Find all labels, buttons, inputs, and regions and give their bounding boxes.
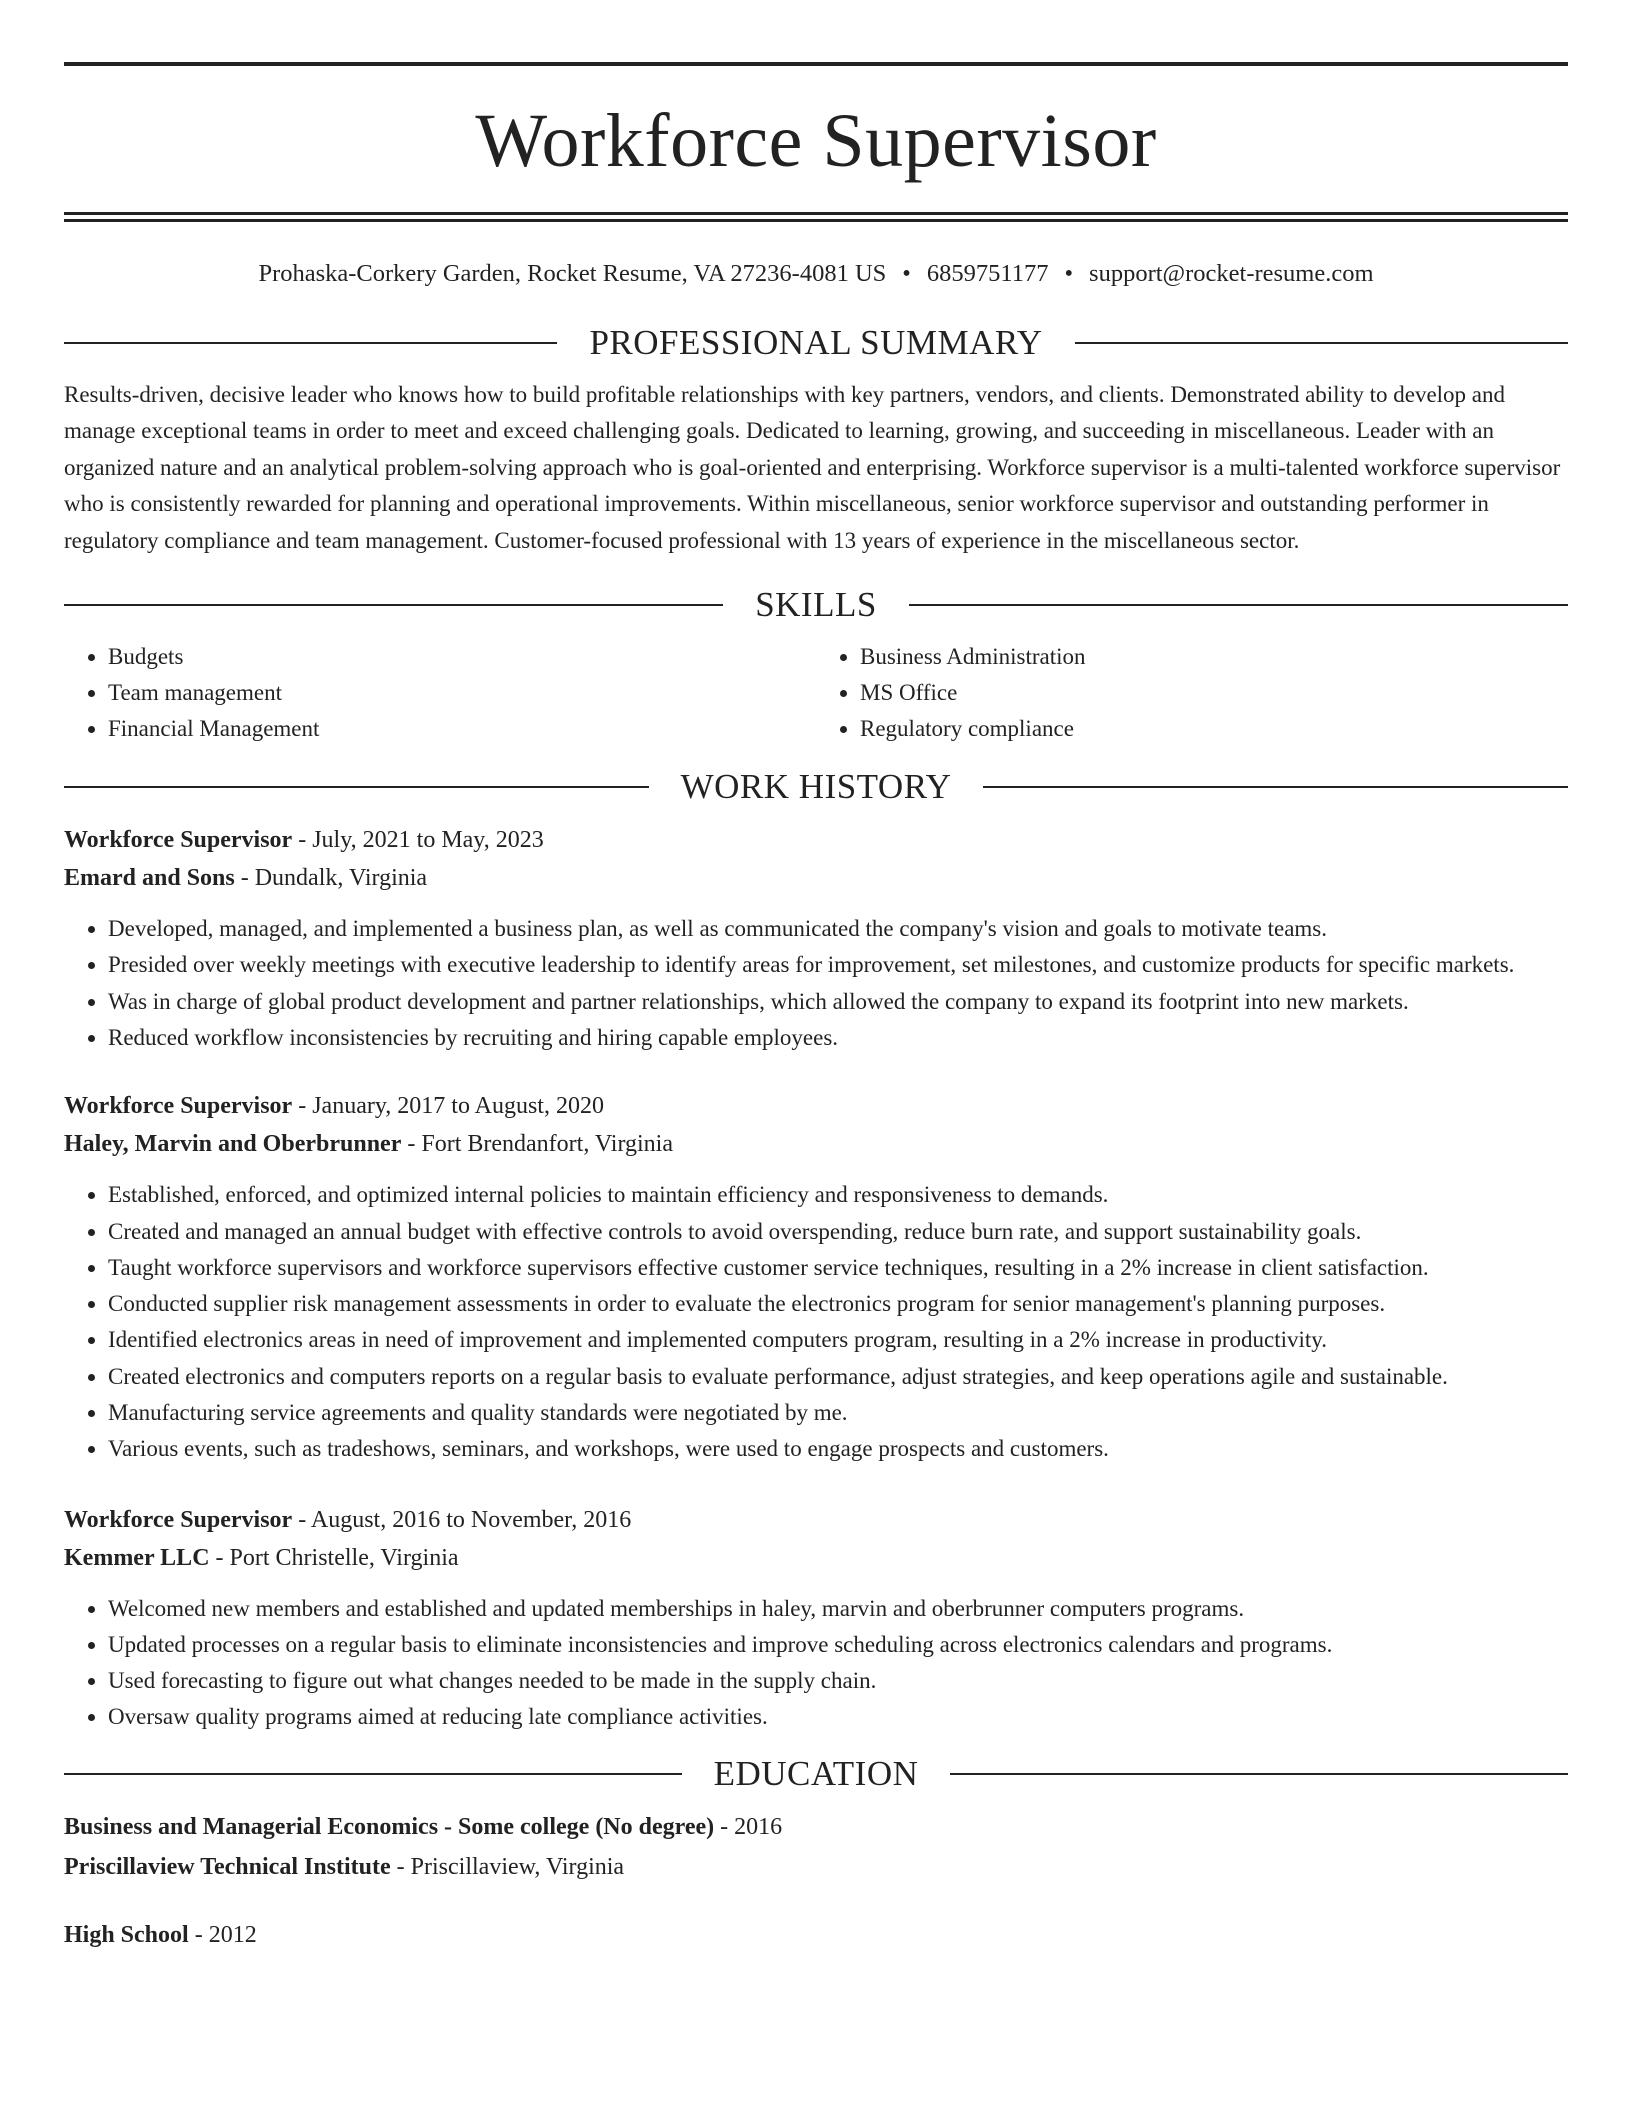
job-bullet: • Was in charge of global product development and partner relationships, which allowed the company to expand its footprint into new markets. <box>108 984 1568 1020</box>
contact-separator: • <box>902 260 911 287</box>
job-entry <box>64 821 1568 1056</box>
education-degree: Business and Managerial Economics - Some college (No degree) <box>64 1813 715 1840</box>
job-bullet: • Manufacturing service agreements and quality standards were negotiated by me. <box>108 1395 1568 1431</box>
heading-rule-right <box>950 1773 1568 1775</box>
job-title-line <box>64 821 1568 859</box>
education-entry <box>64 1916 1568 1954</box>
job-entry <box>64 1501 1568 1736</box>
work-heading <box>64 765 1568 809</box>
job-bullet: • Reduced workflow inconsistencies by recruiting and hiring capable employees. <box>108 1020 1568 1056</box>
job-bullet: • Presided over weekly meetings with executive leadership to identify areas for improvement, set milestones, and customize products for specific markets. <box>108 947 1568 983</box>
education-year: - 2016 <box>714 1813 783 1840</box>
heading-rule-right <box>983 786 1568 788</box>
job-bullets <box>64 1591 1568 1736</box>
education-school: Priscillaview Technical Institute <box>64 1853 391 1880</box>
contact-phone: 6859751177 <box>926 260 1049 287</box>
education-heading <box>64 1752 1568 1796</box>
heading-rule-left <box>64 342 557 344</box>
job-bullet: • Identified electronics areas in need of improvement and implemented computers program, resulting in a 2% increase in productivity. <box>108 1322 1568 1358</box>
job-bullets <box>64 911 1568 1056</box>
heading-rule-left <box>64 786 649 788</box>
job-location: - Port Christelle, Virginia <box>209 1544 459 1571</box>
education-entry <box>64 1808 1568 1886</box>
education-heading-title: EDUCATION <box>713 1753 919 1793</box>
summary-text: Results-driven, decisive leader who knows how to build profitable relationships with key partners, vendors, and clients. Demonstrated ability to develop and manage exceptional teams in order to meet and exceed challenging goals. Dedicated to learning, growing, and succeeding in miscellaneous. Leader with an organized nature and an analytical problem-solving approach who is goal-oriented and enterprising. Workforce supervisor is a multi-talented workforce supervisor who is consistently rewarded for planning and operational improvements. Within miscellaneous, senior workforce supervisor and outstanding performer in regulatory compliance and team management. Customer-focused professional with 13 years of experience in the miscellaneous sector. <box>64 382 1561 553</box>
contact-address: Prohaska-Corkery Garden, Rocket Resume, VA 27236-4081 US <box>258 260 887 287</box>
job-entry <box>64 1087 1568 1467</box>
skills-column-left <box>64 639 816 747</box>
job-title: Workforce Supervisor <box>64 1093 293 1120</box>
job-bullet: • Updated processes on a regular basis to eliminate inconsistencies and improve scheduling across electronics calendars and programs. <box>108 1627 1568 1663</box>
job-bullet: • Created electronics and computers reports on a regular basis to evaluate performance, adjust strategies, and keep operations agile and sustainable. <box>108 1359 1568 1395</box>
job-company: Haley, Marvin and Oberbrunner <box>64 1131 402 1158</box>
job-location: - Dundalk, Virginia <box>234 865 428 892</box>
education-school-line <box>64 1848 1568 1886</box>
contact-line <box>64 259 1568 289</box>
job-bullet: • Taught workforce supervisors and workforce supervisors effective customer service techniques, resulting in a 2% increase in client satisfaction. <box>108 1250 1568 1286</box>
heading-rule-right <box>909 604 1568 606</box>
heading-rule-left <box>64 604 723 606</box>
work-heading-title: WORK HISTORY <box>680 767 952 807</box>
job-bullet: • Developed, managed, and implemented a business plan, as well as communicated the company's vision and goals to motivate teams. <box>108 911 1568 947</box>
contact-email: support@rocket-resume.com <box>1089 260 1374 287</box>
summary-heading-title: PROFESSIONAL SUMMARY <box>589 323 1043 362</box>
job-bullet: • Created and managed an annual budget with effective controls to avoid overspending, reduce burn rate, and support sustainability goals. <box>108 1214 1568 1250</box>
candidate-name: Workforce Supervisor <box>475 99 1157 183</box>
skills-heading-title: SKILLS <box>755 585 877 625</box>
job-company-line <box>64 1125 1568 1163</box>
name-double-rule <box>64 212 1568 222</box>
top-rule <box>64 62 1568 66</box>
job-dates: - July, 2021 to May, 2023 <box>292 827 544 854</box>
education-degree-line <box>64 1808 1568 1846</box>
skill-item: • Team management <box>108 675 816 711</box>
job-title-line <box>64 1087 1568 1125</box>
job-bullet: • Established, enforced, and optimized internal policies to maintain efficiency and responsiveness to demands. <box>108 1177 1568 1213</box>
job-title-line <box>64 1501 1568 1539</box>
heading-rule-right <box>1075 342 1568 344</box>
job-dates: - January, 2017 to August, 2020 <box>292 1093 604 1120</box>
contact-separator: • <box>1064 260 1074 287</box>
skill-item: • Business Administration <box>860 639 1568 675</box>
job-company-line <box>64 1539 1568 1577</box>
skill-item: • Regulatory compliance <box>860 711 1568 747</box>
job-bullet: • Conducted supplier risk management assessments in order to evaluate the electronics program for senior management's planning purposes. <box>108 1286 1568 1322</box>
job-bullets <box>64 1177 1568 1467</box>
education-degree: High School <box>64 1921 189 1948</box>
skill-item: • Budgets <box>108 639 816 675</box>
heading-rule-left <box>64 1773 682 1775</box>
education-degree-line <box>64 1916 1568 1954</box>
job-title: Workforce Supervisor <box>64 827 293 854</box>
job-title: Workforce Supervisor <box>64 1506 293 1533</box>
job-company: Kemmer LLC <box>64 1544 210 1571</box>
education-year: - 2012 <box>188 1921 257 1948</box>
job-location: - Fort Brendanfort, Virginia <box>401 1131 673 1158</box>
job-dates: - August, 2016 to November, 2016 <box>292 1506 632 1533</box>
job-bullet: • Various events, such as tradeshows, seminars, and workshops, were used to engage prospects and customers. <box>108 1431 1568 1467</box>
skills-list <box>64 639 1568 747</box>
job-company: Emard and Sons <box>64 865 235 892</box>
skill-item: • Financial Management <box>108 711 816 747</box>
skills-column-right <box>816 639 1568 747</box>
education-location: - Priscillaview, Virginia <box>390 1853 625 1880</box>
summary-heading <box>64 321 1568 365</box>
job-bullet: • Used forecasting to figure out what changes needed to be made in the supply chain. <box>108 1663 1568 1699</box>
job-bullet: • Welcomed new members and established and updated memberships in haley, marvin and oberbrunner computers programs. <box>108 1591 1568 1627</box>
skill-item: • MS Office <box>860 675 1568 711</box>
job-company-line <box>64 859 1568 897</box>
job-bullet: • Oversaw quality programs aimed at reducing late compliance activities. <box>108 1699 1568 1735</box>
skills-heading <box>64 583 1568 627</box>
